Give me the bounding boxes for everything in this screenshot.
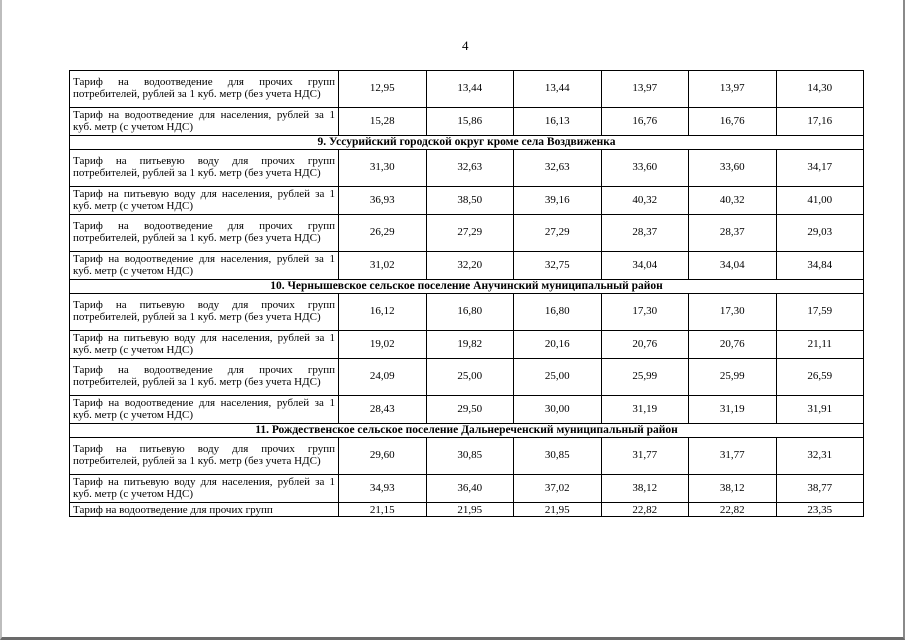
tariff-value-cell: 22,82 — [689, 503, 777, 517]
tariff-value-cell: 29,60 — [339, 438, 427, 475]
tariff-row — [70, 331, 864, 359]
tariff-value-cell: 38,12 — [601, 475, 689, 503]
tariff-value-cell: 13,97 — [689, 71, 777, 108]
tariff-value-cell: 27,29 — [426, 215, 514, 252]
tariff-value-cell: 31,77 — [601, 438, 689, 475]
tariff-row — [70, 71, 864, 108]
tariff-value-cell: 31,02 — [339, 252, 427, 280]
tariff-value-cell: 19,82 — [426, 331, 514, 359]
tariff-value-cell: 14,30 — [776, 71, 864, 108]
tariff-row — [70, 150, 864, 187]
tariff-value-cell: 16,13 — [514, 108, 602, 136]
tariff-label: Тариф на питьевую воду для прочих групп потребителей, рублей за 1 куб. метр (без учета НДС) — [70, 294, 339, 331]
section-header-row — [70, 280, 864, 294]
tariff-table — [69, 70, 864, 517]
tariff-value-cell: 15,28 — [339, 108, 427, 136]
tariff-value-cell: 36,93 — [339, 187, 427, 215]
tariff-value-cell: 37,02 — [514, 475, 602, 503]
tariff-value-cell: 32,63 — [426, 150, 514, 187]
tariff-value-cell: 41,00 — [776, 187, 864, 215]
tariff-value-cell: 16,80 — [514, 294, 602, 331]
tariff-label: Тариф на водоотведение для населения, рублей за 1 куб. метр (с учетом НДС) — [70, 396, 339, 424]
tariff-value-cell: 34,04 — [601, 252, 689, 280]
tariff-value-cell: 13,44 — [514, 71, 602, 108]
tariff-value-cell: 21,95 — [426, 503, 514, 517]
tariff-value-cell: 34,17 — [776, 150, 864, 187]
tariff-label: Тариф на водоотведение для прочих групп потребителей, рублей за 1 куб. метр (без учета НДС) — [70, 359, 339, 396]
tariff-label: Тариф на водоотведение для прочих групп потребителей, рублей за 1 куб. метр (без учета НДС) — [70, 215, 339, 252]
tariff-row — [70, 475, 864, 503]
tariff-value-cell: 29,50 — [426, 396, 514, 424]
tariff-value-cell: 17,30 — [601, 294, 689, 331]
tariff-label: Тариф на питьевую воду для прочих групп потребителей, рублей за 1 куб. метр (без учета НДС) — [70, 438, 339, 475]
tariff-value-cell: 32,31 — [776, 438, 864, 475]
tariff-value-cell: 29,03 — [776, 215, 864, 252]
tariff-value-cell: 34,84 — [776, 252, 864, 280]
tariff-value-cell: 38,77 — [776, 475, 864, 503]
tariff-value-cell: 21,15 — [339, 503, 427, 517]
tariff-value-cell: 20,76 — [601, 331, 689, 359]
tariff-label: Тариф на питьевую воду для населения, рублей за 1 куб. метр (с учетом НДС) — [70, 475, 339, 503]
tariff-value-cell: 19,02 — [339, 331, 427, 359]
tariff-value-cell: 23,35 — [776, 503, 864, 517]
section-title: 10. Чернышевское сельское поселение Анучинский муниципальный район — [70, 280, 864, 294]
section-title: 11. Рождественское сельское поселение Дальнереченский муниципальный район — [70, 424, 864, 438]
tariff-value-cell: 33,60 — [601, 150, 689, 187]
tariff-row — [70, 187, 864, 215]
tariff-value-cell: 33,60 — [689, 150, 777, 187]
tariff-value-cell: 32,75 — [514, 252, 602, 280]
tariff-value-cell: 30,85 — [514, 438, 602, 475]
tariff-label: Тариф на питьевую воду для населения, рублей за 1 куб. метр (с учетом НДС) — [70, 331, 339, 359]
tariff-value-cell: 22,82 — [601, 503, 689, 517]
page-number: 4 — [462, 38, 469, 53]
tariff-row — [70, 359, 864, 396]
tariff-value-cell: 12,95 — [339, 71, 427, 108]
section-header-row — [70, 136, 864, 150]
tariff-table-body — [70, 71, 864, 517]
tariff-row — [70, 215, 864, 252]
tariff-value-cell: 17,16 — [776, 108, 864, 136]
tariff-row — [70, 108, 864, 136]
tariff-value-cell: 13,97 — [601, 71, 689, 108]
tariff-value-cell: 28,37 — [601, 215, 689, 252]
tariff-value-cell: 17,30 — [689, 294, 777, 331]
tariff-value-cell: 32,20 — [426, 252, 514, 280]
tariff-value-cell: 40,32 — [601, 187, 689, 215]
tariff-row — [70, 503, 864, 517]
tariff-value-cell: 15,86 — [426, 108, 514, 136]
tariff-value-cell: 31,19 — [601, 396, 689, 424]
tariff-value-cell: 26,29 — [339, 215, 427, 252]
tariff-value-cell: 31,19 — [689, 396, 777, 424]
tariff-value-cell: 34,93 — [339, 475, 427, 503]
tariff-value-cell: 21,11 — [776, 331, 864, 359]
tariff-value-cell: 39,16 — [514, 187, 602, 215]
tariff-label: Тариф на водоотведение для прочих групп — [70, 503, 339, 517]
tariff-value-cell: 17,59 — [776, 294, 864, 331]
tariff-row — [70, 294, 864, 331]
tariff-value-cell: 16,76 — [689, 108, 777, 136]
tariff-row — [70, 252, 864, 280]
tariff-value-cell: 30,00 — [514, 396, 602, 424]
tariff-value-cell: 28,43 — [339, 396, 427, 424]
tariff-value-cell: 20,76 — [689, 331, 777, 359]
tariff-value-cell: 28,37 — [689, 215, 777, 252]
tariff-label: Тариф на водоотведение для населения, рублей за 1 куб. метр (с учетом НДС) — [70, 108, 339, 136]
tariff-value-cell: 34,04 — [689, 252, 777, 280]
tariff-value-cell: 16,12 — [339, 294, 427, 331]
tariff-label: Тариф на водоотведение для прочих групп потребителей, рублей за 1 куб. метр (без учета НДС) — [70, 71, 339, 108]
section-title: 9. Уссурийский городской округ кроме села Воздвиженка — [70, 136, 864, 150]
tariff-label: Тариф на питьевую воду для прочих групп потребителей, рублей за 1 куб. метр (без учета НДС) — [70, 150, 339, 187]
section-header-row — [70, 424, 864, 438]
tariff-value-cell: 31,30 — [339, 150, 427, 187]
tariff-value-cell: 38,50 — [426, 187, 514, 215]
tariff-value-cell: 26,59 — [776, 359, 864, 396]
tariff-row — [70, 438, 864, 475]
tariff-value-cell: 36,40 — [426, 475, 514, 503]
tariff-value-cell: 25,00 — [514, 359, 602, 396]
tariff-value-cell: 20,16 — [514, 331, 602, 359]
tariff-value-cell: 31,91 — [776, 396, 864, 424]
tariff-value-cell: 25,00 — [426, 359, 514, 396]
tariff-row — [70, 396, 864, 424]
tariff-value-cell: 40,32 — [689, 187, 777, 215]
tariff-label: Тариф на водоотведение для населения, рублей за 1 куб. метр (с учетом НДС) — [70, 252, 339, 280]
tariff-value-cell: 16,76 — [601, 108, 689, 136]
tariff-value-cell: 25,99 — [601, 359, 689, 396]
tariff-value-cell: 27,29 — [514, 215, 602, 252]
tariff-value-cell: 31,77 — [689, 438, 777, 475]
tariff-value-cell: 25,99 — [689, 359, 777, 396]
tariff-value-cell: 38,12 — [689, 475, 777, 503]
tariff-label: Тариф на питьевую воду для населения, рублей за 1 куб. метр (с учетом НДС) — [70, 187, 339, 215]
tariff-value-cell: 24,09 — [339, 359, 427, 396]
tariff-value-cell: 16,80 — [426, 294, 514, 331]
tariff-value-cell: 21,95 — [514, 503, 602, 517]
tariff-value-cell: 13,44 — [426, 71, 514, 108]
tariff-value-cell: 32,63 — [514, 150, 602, 187]
tariff-value-cell: 30,85 — [426, 438, 514, 475]
